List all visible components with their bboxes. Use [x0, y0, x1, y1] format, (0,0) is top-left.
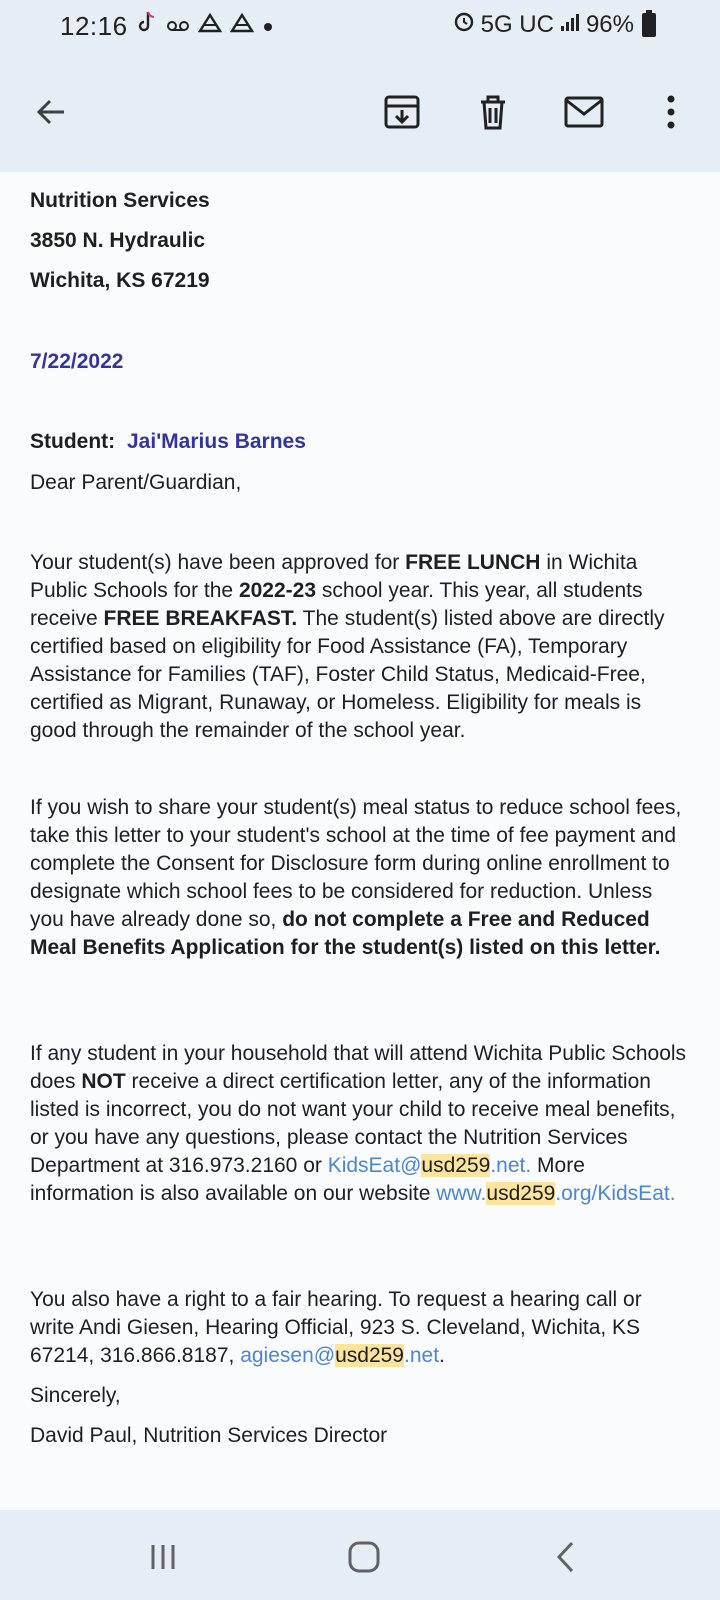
alarm-icon — [453, 10, 475, 40]
tiktok-icon — [136, 10, 158, 42]
p3-text: More information is also available on our website — [30, 1154, 585, 1205]
back-arrow-icon[interactable] — [26, 87, 76, 137]
recents-icon[interactable] — [138, 1532, 188, 1582]
student-name: Jai'Marius Barnes — [127, 430, 306, 453]
link-text: .net — [404, 1344, 440, 1367]
p4-text: . — [439, 1344, 445, 1367]
status-time: 12:16 — [60, 10, 128, 41]
home-icon[interactable] — [339, 1532, 389, 1582]
status-left — [60, 10, 274, 42]
search-highlight: usd259 — [335, 1344, 404, 1367]
mail-icon[interactable] — [559, 87, 609, 137]
search-highlight: usd259 — [421, 1154, 491, 1177]
sender-name: Nutrition Services — [30, 189, 210, 212]
salutation: Dear Parent/Guardian, — [30, 471, 242, 494]
link-text: .net. — [490, 1154, 532, 1177]
p1-text: in Wichita Public Schools for the — [30, 551, 638, 602]
paragraph-contact — [30, 1040, 690, 1208]
link-text: agiesen@ — [240, 1344, 336, 1367]
dot-icon — [262, 11, 274, 41]
signature: David Paul, Nutrition Services Director — [30, 1424, 388, 1447]
p3-text: receive a direct certification letter, any of the information listed is incorrect, you do not want your child to receive meal benefits, or you have any questions, please contact the Nutrition Services Department at 316.973.2160 or — [30, 1070, 676, 1177]
link-text: KidsEat@ — [327, 1154, 422, 1177]
search-highlight: usd259 — [486, 1182, 556, 1205]
archive-icon[interactable] — [377, 87, 427, 137]
email-toolbar — [0, 52, 720, 172]
student-label: Student: — [30, 430, 116, 453]
battery-icon — [642, 13, 656, 37]
address-line-1: 3850 N. Hydraulic — [30, 229, 206, 252]
paragraph-approval — [30, 549, 690, 745]
p4-text: You also have a right to a fair hearing. To request a hearing call or write Andi Giesen, Hearing Official, 923 S. Cleveland, Wichita, KS 67214, 316.866.8187, — [30, 1288, 642, 1367]
paragraph-fees — [30, 794, 690, 962]
battery-percent: 96% — [585, 11, 634, 38]
closing: Sincerely, — [30, 1384, 121, 1407]
signal-icon — [560, 10, 580, 40]
p1-text: The student(s) listed above are directly certified based on eligibility for Food Assistance (FA), Temporary Assistance for Families (TAF), Foster Child Status, Medicaid-Free, certified as Migrant, Runaway, or Homeless. Eligibility for meals is good through the remainder of the school year. — [30, 607, 665, 742]
p3-text: If any student in your household that will attend Wichita Public Schools does — [30, 1042, 687, 1093]
p2-bold-text: do not complete a Free and Reduced Meal Benefits Application for the student(s) listed on this letter. — [30, 908, 661, 959]
system-nav-bar — [0, 1510, 720, 1600]
status-bar — [0, 0, 720, 52]
student-line — [30, 428, 306, 456]
paragraph-hearing — [30, 1286, 690, 1370]
free-breakfast-text: FREE BREAKFAST. — [103, 607, 298, 630]
app-icon — [198, 11, 222, 41]
voicemail-icon — [166, 11, 190, 41]
p1-text: Your student(s) have been approved for — [30, 551, 406, 574]
agiesen-email-link[interactable] — [240, 1344, 439, 1367]
email-body — [0, 172, 720, 1510]
link-text: www. — [436, 1182, 487, 1205]
address-line-2: Wichita, KS 67219 — [30, 269, 210, 292]
p2-text: If you wish to share your student(s) meal status to reduce school fees, take this letter to your student's school at the time of fee payment and complete the Consent for Disclosure form during online enrollment to designate which school fees to be considered for reduction. Unless you have already done so, — [30, 796, 682, 931]
link-text: .org/KidsEat. — [555, 1182, 676, 1205]
free-lunch-text: FREE LUNCH — [405, 551, 541, 574]
trash-icon[interactable] — [468, 87, 518, 137]
not-text: NOT — [81, 1070, 126, 1093]
more-vert-icon[interactable] — [646, 87, 696, 137]
school-year-text: 2022-23 — [238, 579, 317, 602]
app-icon — [230, 11, 254, 41]
p1-text: school year. This year, all students receive — [30, 579, 643, 630]
letter-date: 7/22/2022 — [30, 350, 124, 373]
back-icon[interactable] — [541, 1532, 591, 1582]
network-type: 5G UC — [480, 11, 554, 38]
status-right — [453, 10, 656, 40]
website-link[interactable] — [436, 1182, 675, 1205]
kidseat-email-link[interactable] — [328, 1154, 531, 1177]
